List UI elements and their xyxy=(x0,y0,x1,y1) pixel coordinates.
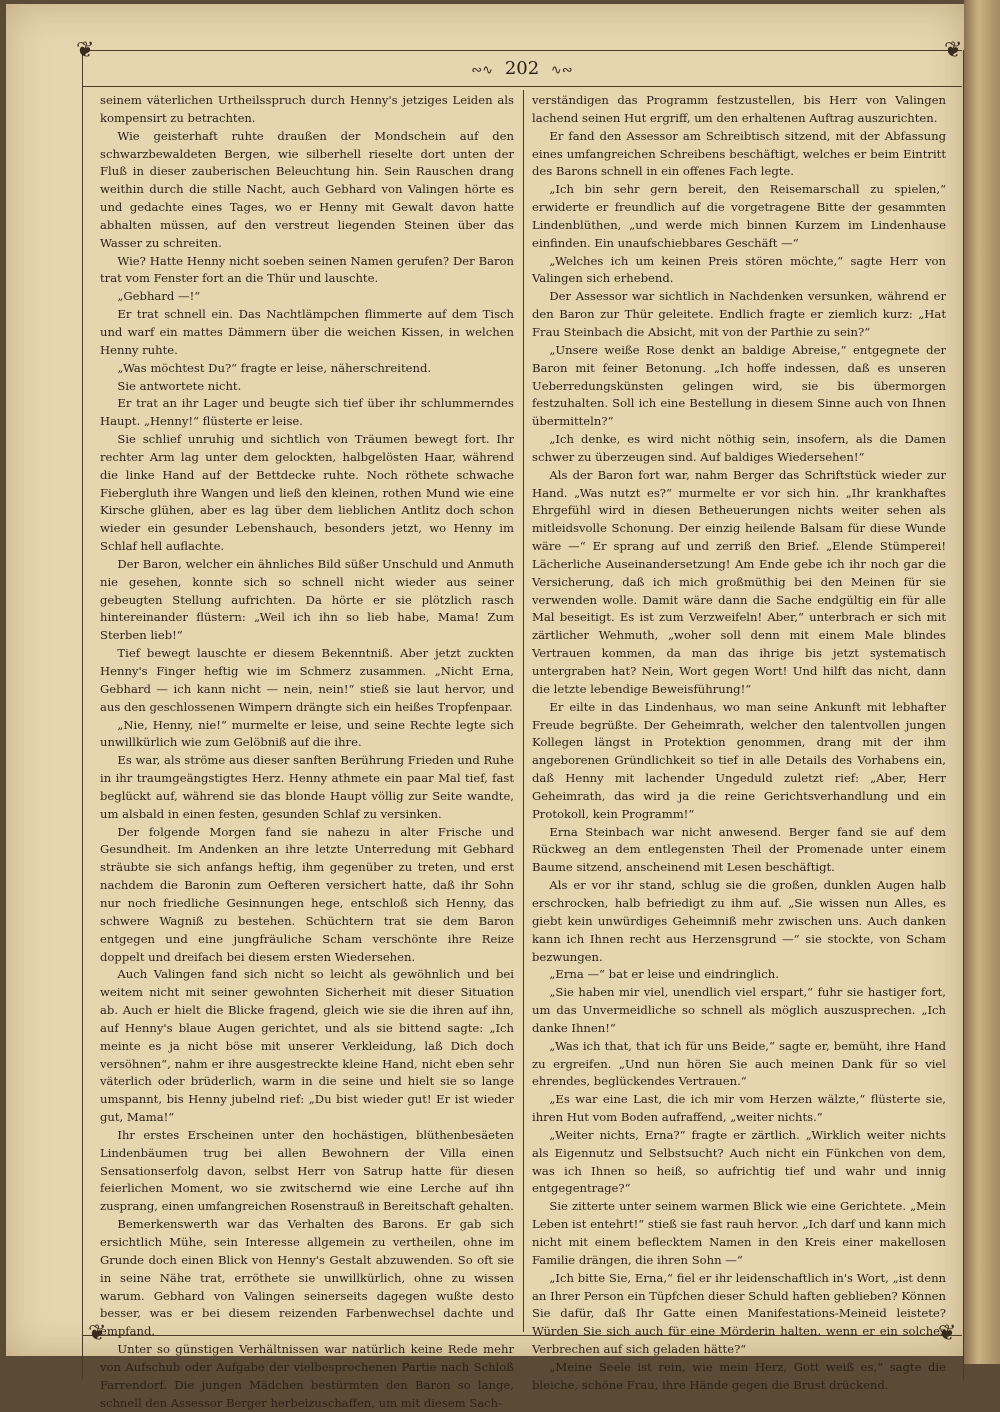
paragraph: Sie schlief unruhig und sichtlich von Träumen bewegt fort. Ihr rechter Arm lag unter dem gelockten, halbgelösten Haar, während die linke Hand auf der Bettdecke ruhte. Noch röthete schwache Fiebergluth ihre Wangen und ließ den kleinen, rothen Mund wie eine Kirsche glühen, aber es lag über dem lieblichen Antlitz doch schon wieder ein gesunder Lebenshauch, besonders jetzt, wo Henny im Schlaf hell auflachte. xyxy=(100,432,514,554)
paragraph: „Nie, Henny, nie!“ murmelte er leise, und seine Rechte legte sich unwillkürlich wie zum Gelöbniß auf die ihre. xyxy=(100,717,514,750)
right-column xyxy=(532,92,946,1392)
paragraph: Wie geisterhaft ruhte draußen der Mondschein auf den schwarzbewaldeten Bergen, wie silberhell rieselte dort unten der Fluß in dieser zauberischen Beleuchtung hin. Sein Rauschen drang weithin durch die stille Nacht, auch Gebhard von Valingen hörte es und gedachte eines Tages, wo er Henny mit Gewalt davon hatte abhalten müssen, auf den verstreut liegenden Steinen über das Wasser zu schreiten. xyxy=(100,128,514,250)
paragraph: Ihr erstes Erscheinen unter den hochästigen, blüthenbesäeten Lindenbäumen trug bei allen Bewohnern der Villa einen Sensationserfolg davon, selbst Herr von Satrup hatte für diesen feierlichen Moment, wo sie zwitschernd wie eine Lerche auf ihn zusprang, einen umfangreichen Rosenstrauß in Bereitschaft gehalten. xyxy=(100,1127,514,1214)
paragraph: Der Assessor war sichtlich in Nachdenken versunken, während er den Baron zur Thür geleitete. Endlich fragte er ziemlich kurz: „Hat Frau Steinbach die Absicht, mit von der Parthie zu sein?“ xyxy=(532,289,946,339)
corner-ornament-icon: ❦ xyxy=(76,38,95,63)
frame-top-rule xyxy=(82,50,962,51)
paragraph: Sie zitterte unter seinem warmen Blick wie eine Gerichtete. „Mein Leben ist entehrt!“ stieß sie fast rauh hervor. „Ich darf und kann mich nicht mit einem beflecktem Namen in den Kreis einer makellosen Familie drängen, die ihren Sohn —“ xyxy=(532,1199,946,1267)
paragraph: Tief bewegt lauschte er diesem Bekenntniß. Aber jetzt zuckten Henny's Finger heftig wie im Schmerz zusammen. „Nicht Erna, Gebhard — ich kann nicht — nein, nein!“ stieß sie laut hervor, und aus den geschlossenen Wimpern drängte sich ein heißes Tropfenpaar. xyxy=(100,646,514,714)
paragraph: Auch Valingen fand sich nicht so leicht als gewöhnlich und bei weitem nicht mit seiner gewohnten Sicherheit mit dieser Situation ab. Auch er hielt die Blicke fragend, gleich wie sie die ihren auf ihn, auf Henny's blaue Augen gerichtet, und als sie bittend sagte: „Ich meinte es ja nicht böse mit unserer Verkleidung, laß Dich doch versöhnen“, nahm er ihre ausgestreckte kleine Hand, nicht eben sehr väterlich oder brüderlich, warm in die seine und hielt sie so lange umspannt, bis Henny jubelnd rief: „Du bist wieder gut! Er ist wieder gut, Mama!“ xyxy=(100,967,514,1125)
paragraph: „Sie haben mir viel, unendlich viel erspart,“ fuhr sie hastiger fort, um das Unvermeidliche so schnell als möglich auszusprechen. „Ich danke Ihnen!“ xyxy=(532,985,946,1035)
paragraph: Er eilte in das Lindenhaus, wo man seine Ankunft mit lebhafter Freude begrüßte. Der Geheimrath, welcher den talentvollen jungen Kollegen längst in Protektion genommen, drang mit der ihm angeborenen Gründlichkeit so tief in alle Details des Vorhabens ein, daß Henny mit lachender Ungeduld zuletzt rief: „Aber, Herr Geheimrath, das wird ja die reine Gerichtsverhandlung und ein Protokoll, kein Programm!“ xyxy=(532,699,946,821)
paragraph: „Ich denke, es wird nicht nöthig sein, insofern, als die Damen schwer zu überzeugen sind. Auf baldiges Wiedersehen!“ xyxy=(532,432,946,464)
paragraph: „Meine Seele ist rein, wie mein Herz, Gott weiß es,“ sagte die bleiche, schöne Frau, ihre Hände gegen die Brust drückend. xyxy=(532,1359,946,1392)
paragraph: Er fand den Assessor am Schreibtisch sitzend, mit der Abfassung eines umfangreichen Schreibens beschäftigt, welches er beim Eintritt des Barons schnell in ein offenes Fach legte. xyxy=(532,128,946,179)
paragraph: Erna Steinbach war nicht anwesend. Berger fand sie auf dem Rückweg an dem entlegensten Theil der Promenade unter einem Baume sitzend, anscheinend mit Lesen beschäftigt. xyxy=(532,824,946,875)
paragraph: „Ich bitte Sie, Erna,“ fiel er ihr leidenschaftlich in's Wort, „ist denn an Ihrer Person ein Tüpfchen dieser Schuld haften geblieben? Können Sie dafür, daß Ihr Gatte einen Manifestations-Meineid leistete? Würden Sie sich auch für eine Mörderin halten, wenn er ein solches Verbrechen auf sich geladen hätte?“ xyxy=(532,1270,946,1357)
corner-ornament-icon: ❦ xyxy=(938,1321,957,1346)
paragraph: „Was ich that, that ich für uns Beide,“ sagte er, bemüht, ihre Hand zu ergreifen. „Und nun hören Sie auch meinen Dank für so viel ehrendes, beglückendes Vertrauen.“ xyxy=(532,1038,946,1089)
paragraph: seinem väterlichen Urtheilsspruch durch Henny's jetziges Leiden als kompensirt zu betrachten. xyxy=(100,93,514,125)
paragraph: „Ich bin sehr gern bereit, den Reisemarschall zu spielen,“ erwiderte er freundlich auf die vorgetragene Bitte der gesammten Lindenblüthen, „und werde mich binnen Kurzem im Lindenhause einfinden. Ein unaufschiebbares Geschäft —“ xyxy=(532,182,946,250)
paragraph: „Es war eine Last, die ich mir vom Herzen wälzte,“ flüsterte sie, ihren Hut vom Boden aufraffend, „weiter nichts.“ xyxy=(532,1092,946,1125)
header-ornament-right-icon: ∿∾ xyxy=(550,63,573,78)
paragraph: Der Baron, welcher ein ähnliches Bild süßer Unschuld und Anmuth nie gesehen, konnte sich so schnell nicht wieder aus seiner gebeugten Stellung aufrichten. Da hörte er sie plötzlich rasch hintereinander flüstern: „Weil ich ihn so lieb habe, Mama! Zum Sterben lieb!“ xyxy=(100,556,514,643)
column-divider xyxy=(523,90,524,1332)
paragraph: Bemerkenswerth war das Verhalten des Barons. Er gab sich ersichtlich Mühe, sein Interesse allgemein zu vertheilen, ohne im Grunde doch einen Blick von Henny's Gestalt abzuwenden. So oft sie in seine Nähe trat, erröthete sie unwillkürlich, ohne zu wissen warum. Gebhard von Valingen seinerseits dagegen wußte desto besser, was er bei diesem reizenden Farbenwechsel dachte und empfand. xyxy=(100,1217,514,1339)
paragraph: Sie antwortete nicht. xyxy=(117,378,242,393)
paragraph: Wie? Hatte Henny nicht soeben seinen Namen gerufen? Der Baron trat vom Fenster fort an die Thür und lauschte. xyxy=(100,253,514,286)
corner-ornament-icon: ❦ xyxy=(88,1321,107,1346)
paragraph: Er trat schnell ein. Das Nachtlämpchen flimmerte auf dem Tisch und warf ein mattes Dämmern über die weichen Kissen, in welchen Henny ruhte. xyxy=(100,307,514,357)
paragraph: Als er vor ihr stand, schlug sie die großen, dunklen Augen halb erschrocken, halb befriedigt zu ihm auf. „Sie wissen nun Alles, es giebt kein unwürdiges Geheimniß mehr zwischen uns. Auch danken kann ich Ihnen recht aus Herzensgrund —“ sie stockte, von Scham bezwungen. xyxy=(532,878,946,964)
book-gutter xyxy=(964,0,1000,1364)
paragraph: „Weiter nichts, Erna?“ fragte er zärtlich. „Wirklich weiter nichts als Eigennutz und Selbstsucht? Auch nicht ein Fünkchen von dem, was ich Ihnen so heiß, so aufrichtig tief und wahr und innig entgegentrage?“ xyxy=(532,1127,946,1196)
header-rule xyxy=(82,86,962,87)
paragraph: Unter so günstigen Verhältnissen war natürlich keine Rede mehr von Aufschub oder Aufgabe der vielbesprochenen Partie nach Schloß Farrendorf. Die jungen Mädchen bestürmten den Baron so lange, schnell den Assessor Berger herbeizuschaffen, um mit diesem Sach- xyxy=(100,1342,514,1410)
paragraph: „Welches ich um keinen Preis stören möchte,“ sagte Herr von Valingen sich erhebend. xyxy=(532,253,946,286)
paragraph: Der folgende Morgen fand sie nahezu in alter Frische und Gesundheit. Im Andenken an ihre letzte Unterredung mit Gebhard sträubte sie sich anfangs heftig, ihm gegenüber zu treten, und erst nachdem die Baronin zum Oefteren versichert hatte, daß ihr Sohn nur noch friedliche Gesinnungen hege, entschloß sich Henny, das schwere Wagniß zu bestehen. Schüchtern trat sie dem Baron entgegen und eine jungfräuliche Scham verschönte ihre Reize doppelt und dreifach bei diesem ersten Wiedersehen. xyxy=(100,824,514,964)
header-ornament-left-icon: ∾∿ xyxy=(471,63,494,78)
page-header xyxy=(82,52,962,86)
page-number: 202 xyxy=(504,58,540,79)
paragraph: verständigen das Programm festzustellen, bis Herr von Valingen lachend seinen Hut ergriff, um den erhaltenen Auftrag auszurichten. xyxy=(532,93,946,125)
paragraph: „Unsere weiße Rose denkt an baldige Abreise,“ entgegnete der Baron mit feiner Betonung. „Ich hoffe indessen, daß es unseren Ueberredungskünsten gelingen wird, sie bis übermorgen festzuhalten. Soll ich eine Bestellung in diesem Sinne auch von Ihnen übermitteln?“ xyxy=(532,342,946,429)
paragraph: Es war, als ströme aus dieser sanften Berührung Frieden und Ruhe in ihr traumgeängstigtes Herz. Henny athmete ein paar Mal tief, fast beglückt auf, während sie das blonde Haupt völlig zur Seite wandte, um alsbald in einen festen, gesunden Schlaf zu versinken. xyxy=(100,753,514,821)
paragraph: „Gebhard —!“ xyxy=(117,289,201,304)
paragraph: „Erna —“ bat er leise und eindringlich. xyxy=(549,967,779,982)
paragraph: Er trat an ihr Lager und beugte sich tief über ihr schlummerndes Haupt. „Henny!“ flüsterte er leise. xyxy=(100,396,514,429)
paragraph: Als der Baron fort war, nahm Berger das Schriftstück wieder zur Hand. „Was nutzt es?“ murmelte er vor sich hin. „Ihr krankhaftes Ehrgefühl wird in diesen Betheuerungen nichts weiter sehen als mitleidsvolle Schonung. Der einzig heilende Balsam für diese Wunde wäre —“ Er sprang auf und zerriß den Brief. „Elende Stümperei! Lächerliche Auseinandersetzung! Am Ende gebe ich ihr noch gar die Versicherung, daß ich mich großmüthig bei den Meinen für sie verwenden wolle. Damit wäre dann die Sache endgültig ein für alle Mal beseitigt. Es ist zum Verzweifeln! Aber,“ unterbrach er sich mit zärtlicher Wehmuth, „woher soll denn mit einem Male blindes Vertrauen kommen, da man das ihrige bis jetzt systematisch untergraben hat? Nein, Wort gegen Wort! Und hilft das nicht, dann die letzte lebendige Beweisführung!“ xyxy=(532,467,946,696)
corner-ornament-icon: ❦ xyxy=(944,38,963,63)
paragraph: „Was möchtest Du?“ fragte er leise, näherschreitend. xyxy=(117,360,432,375)
left-column xyxy=(100,92,514,1410)
